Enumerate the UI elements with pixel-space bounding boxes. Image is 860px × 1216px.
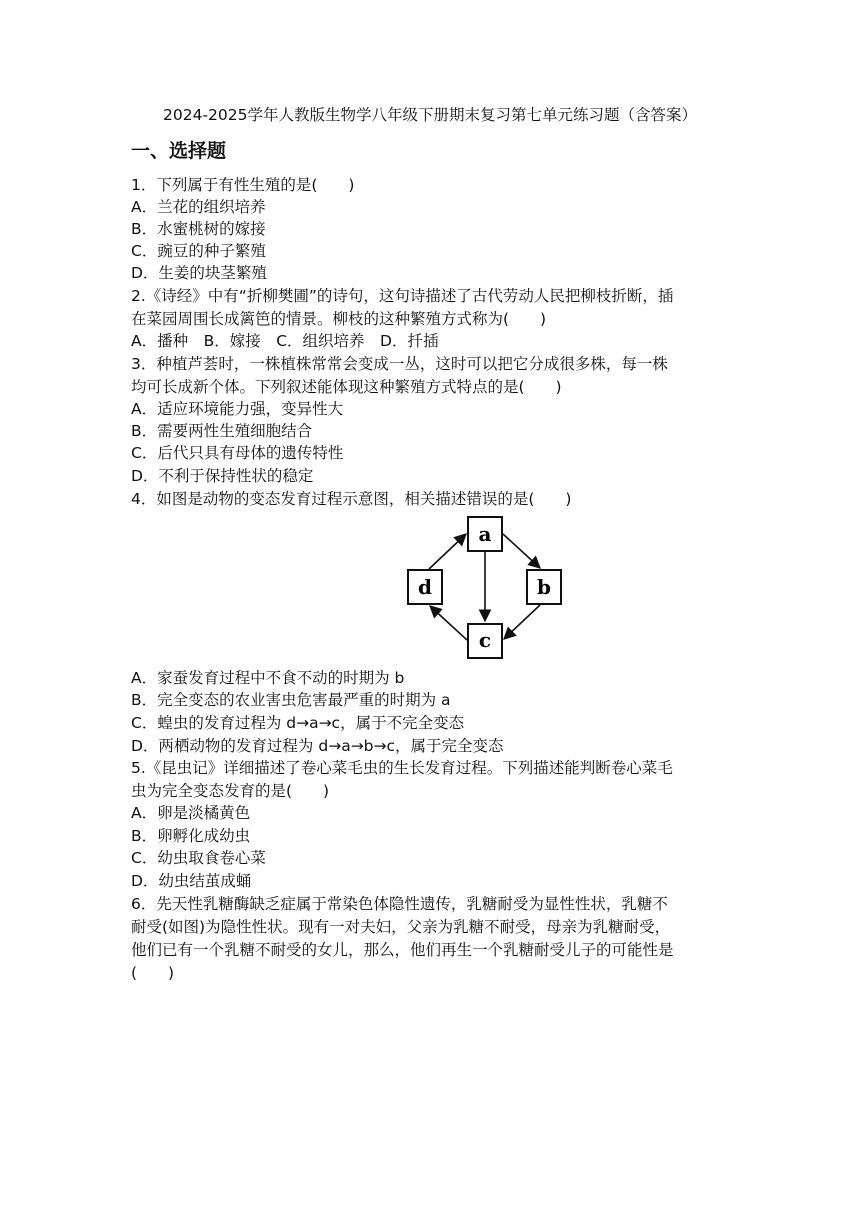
q5-option-d: D．幼虫结茧成蛹 bbox=[131, 872, 252, 890]
q1-option-b: B．水蜜桃树的嫁接 bbox=[131, 220, 266, 238]
q5-option-a: A．卵是淡橘黄色 bbox=[131, 804, 251, 822]
question-6-stem-cont-3: ( ) bbox=[131, 964, 175, 982]
q1-option-c: C．豌豆的种子繁殖 bbox=[131, 242, 266, 260]
question-3-stem: 3．种植芦荟时，一株植株常常会变成一丛，这时可以把它分成很多株，每一株 bbox=[131, 355, 668, 373]
q5-option-b: B．卵孵化成幼虫 bbox=[131, 827, 251, 845]
q3-option-a: A．适应环境能力强，变异性大 bbox=[131, 400, 344, 418]
question-4-stem: 4．如图是动物的变态发育过程示意图，相关描述错误的是( ) bbox=[131, 490, 572, 508]
document-title: 2024-2025学年人教版生物学八年级下册期末复习第七单元练习题（含答案） bbox=[163, 106, 697, 124]
question-6-stem: 6．先天性乳糖酶缺乏症属于常染色体隐性遗传，乳糖耐受为显性性状，乳糖不 bbox=[131, 895, 668, 913]
section-heading: 一、选择题 bbox=[131, 140, 227, 162]
q4-option-d: D．两栖动物的发育过程为 d→a→b→c，属于完全变态 bbox=[131, 737, 504, 755]
q4-option-c: C．蝗虫的发育过程为 d→a→c，属于不完全变态 bbox=[131, 714, 465, 732]
question-2-stem-cont: 在菜园周围长成篱笆的情景。柳枝的这种繁殖方式称为( ) bbox=[131, 310, 547, 328]
q4-option-b: B．完全变态的农业害虫危害最严重的时期为 a bbox=[131, 691, 451, 709]
question-5-stem-cont: 虫为完全变态发育的是( ) bbox=[131, 782, 330, 800]
question-1-stem: 1．下列属于有性生殖的是( ) bbox=[131, 176, 355, 194]
question-2-stem: 2.《诗经》中有“折柳樊圃”的诗句，这句诗描述了古代劳动人民把柳枝折断，插 bbox=[131, 287, 674, 305]
stage-b-label: b bbox=[537, 575, 551, 599]
q3-option-c: C．后代只具有母体的遗传特性 bbox=[131, 444, 344, 462]
q1-option-d: D．生姜的块茎繁殖 bbox=[131, 264, 267, 282]
question-6-stem-cont-2: 他们已有一个乳糖不耐受的女儿，那么，他们再生一个乳糖耐受儿子的可能性是 bbox=[131, 941, 674, 959]
q3-option-b: B．需要两性生殖细胞结合 bbox=[131, 422, 313, 440]
question-6-stem-cont-1: 耐受(如图)为隐性性状。现有一对夫妇，父亲为乳糖不耐受，母亲为乳糖耐受， bbox=[131, 918, 671, 936]
q1-option-a: A．兰花的组织培养 bbox=[131, 198, 266, 216]
arrow-b-to-c bbox=[504, 605, 540, 639]
arrow-c-to-d bbox=[430, 606, 467, 640]
stage-d-label: d bbox=[418, 575, 432, 599]
stage-a-label: a bbox=[478, 522, 492, 546]
q5-option-c: C．幼虫取食卷心菜 bbox=[131, 849, 266, 867]
question-5-stem: 5.《昆虫记》详细描述了卷心菜毛虫的生长发育过程。下列描述能判断卷心菜毛 bbox=[131, 759, 673, 777]
q4-option-a: A．家蚕发育过程中不食不动的时期为 b bbox=[131, 669, 405, 687]
arrow-d-to-a bbox=[429, 534, 466, 569]
q3-option-d: D．不利于保持性状的稳定 bbox=[131, 467, 314, 485]
question-3-stem-cont: 均可长成新个体。下列叙述能体现这种繁殖方式特点的是( ) bbox=[131, 378, 562, 396]
stage-c-label: c bbox=[478, 628, 492, 652]
q2-options: A．播种 B．嫁接 C．组织培养 D．扦插 bbox=[131, 332, 439, 350]
arrow-a-to-b bbox=[503, 534, 540, 568]
metamorphosis-diagram bbox=[404, 514, 566, 662]
